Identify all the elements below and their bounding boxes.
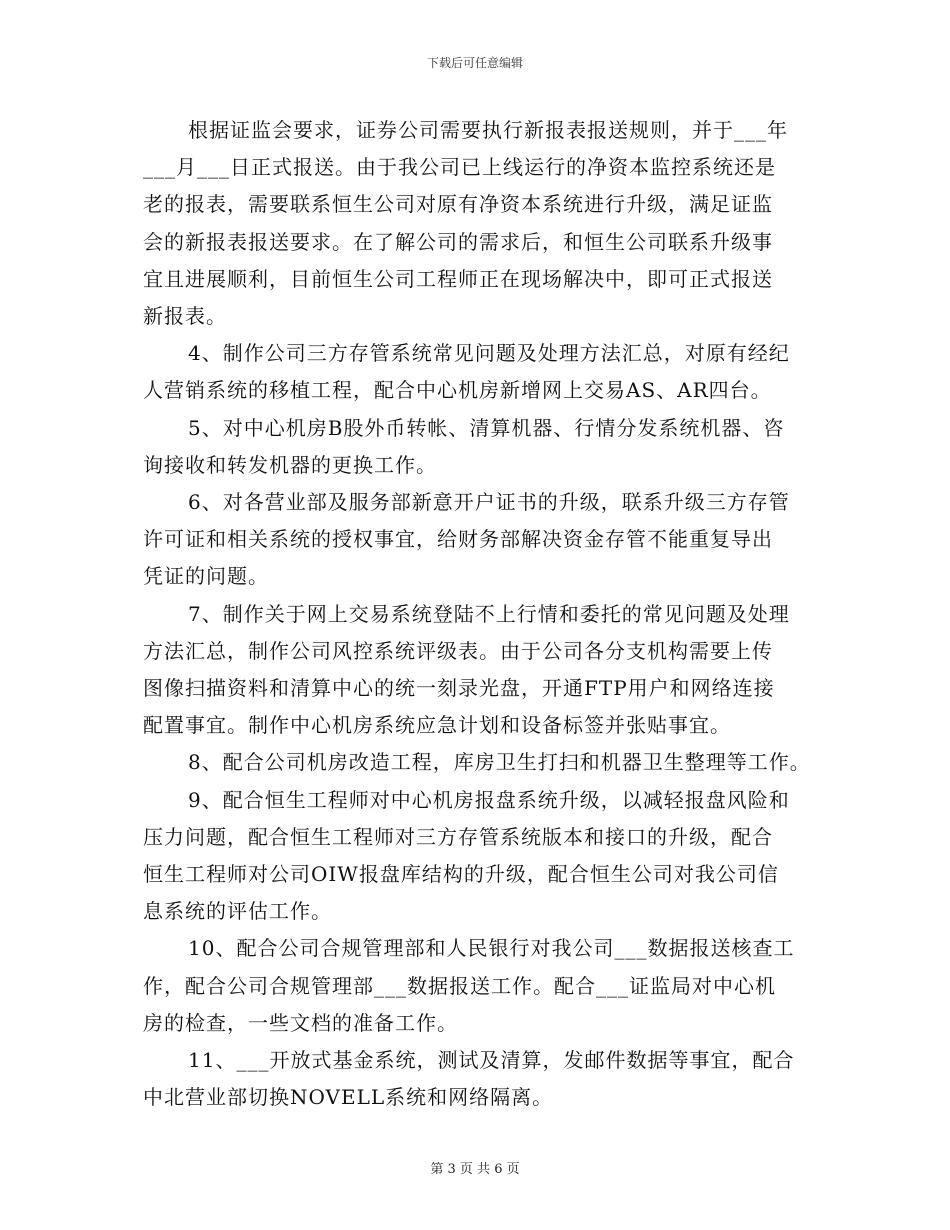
text-line: 新报表。 (143, 304, 227, 329)
text-line: 11、___开放式基金系统，测试及清算，发邮件数据等事宜，配合 (188, 1048, 795, 1073)
document-body (143, 112, 823, 1116)
paragraph-intro (143, 112, 823, 335)
paragraph-item-9 (143, 782, 823, 931)
text-line: 恒生工程师对公司OIW报盘库结构的升级，配合恒生公司对我公司信 (143, 862, 779, 887)
text-line: 作，配合公司合规管理部___数据报送工作。配合___证监局对中心机 (143, 973, 776, 998)
paragraph-item-8 (143, 744, 823, 781)
page-header: 下载后可任意编辑 (426, 56, 523, 70)
text-line: 5、对中心机房B股外币转帐、清算机器、行情分发系统机器、咨 (188, 415, 785, 440)
text-line: 压力问题，配合恒生工程师对三方存管系统版本和接口的升级，配合 (143, 824, 773, 849)
paragraph-item-4 (143, 335, 823, 409)
text-line: 8、配合公司机房改造工程，库房卫生打扫和机器卫生整理等工作。 (188, 750, 811, 775)
paragraph-item-6 (143, 484, 823, 596)
text-line: 7、制作关于网上交易系统登陆不上行情和委托的常见问题及处理 (188, 601, 790, 626)
text-line: 根据证监会要求，证券公司需要执行新报表报送规则，并于___年 (188, 118, 788, 142)
text-line: 询接收和转发机器的更换工作。 (143, 452, 437, 477)
text-line: 6、对各营业部及服务部新意开户证书的升级，联系升级三方存管 (188, 490, 790, 515)
text-line: 会的新报表报送要求。在了解公司的需求后，和恒生公司联系升级事 (143, 229, 773, 254)
text-line: 凭证的问题。 (143, 564, 269, 589)
text-line: 图像扫描资料和清算中心的统一刻录光盘，开通FTP用户和网络连接 (143, 676, 775, 701)
text-line: 配置事宜。制作中心机房系统应急计划和设备标签并张贴事宜。 (143, 713, 731, 738)
paragraph-item-11 (143, 1042, 823, 1116)
text-line: 人营销系统的移植工程，配合中心机房新增网上交易AS、AR四台。 (143, 378, 772, 403)
text-line: 宜且进展顺利，目前恒生公司工程师正在现场解决中，即可正式报送 (143, 266, 773, 291)
text-line: 4、制作公司三方存管系统常见问题及处理方法汇总，对原有经纪 (188, 341, 790, 366)
text-line: 许可证和相关系统的授权事宜，给财务部解决资金存管不能重复导出 (143, 527, 773, 552)
text-line: 10、配合公司合规管理部和人民银行对我公司___数据报送核查工 (188, 936, 795, 961)
text-line: 息系统的评估工作。 (143, 899, 332, 924)
paragraph-item-5 (143, 410, 823, 484)
text-line: 方法汇总，制作公司风控系统评级表。由于公司各分支机构需要上传 (143, 638, 773, 663)
text-line: 中北营业部切换NOVELL系统和网络隔离。 (143, 1085, 554, 1110)
paragraph-item-10 (143, 930, 823, 1042)
text-line: 房的检查，一些文档的准备工作。 (143, 1010, 458, 1035)
text-line: 9、配合恒生工程师对中心机房报盘系统升级，以减轻报盘风险和 (188, 787, 790, 812)
page-footer: 第 3 页 共 6 页 (430, 1162, 520, 1177)
text-line: 老的报表，需要联系恒生公司对原有净资本系统进行升级，满足证监 (143, 192, 773, 217)
text-line: ___月___日正式报送。由于我公司已上线运行的净资本监控系统还是 (143, 155, 776, 180)
paragraph-item-7 (143, 596, 823, 745)
